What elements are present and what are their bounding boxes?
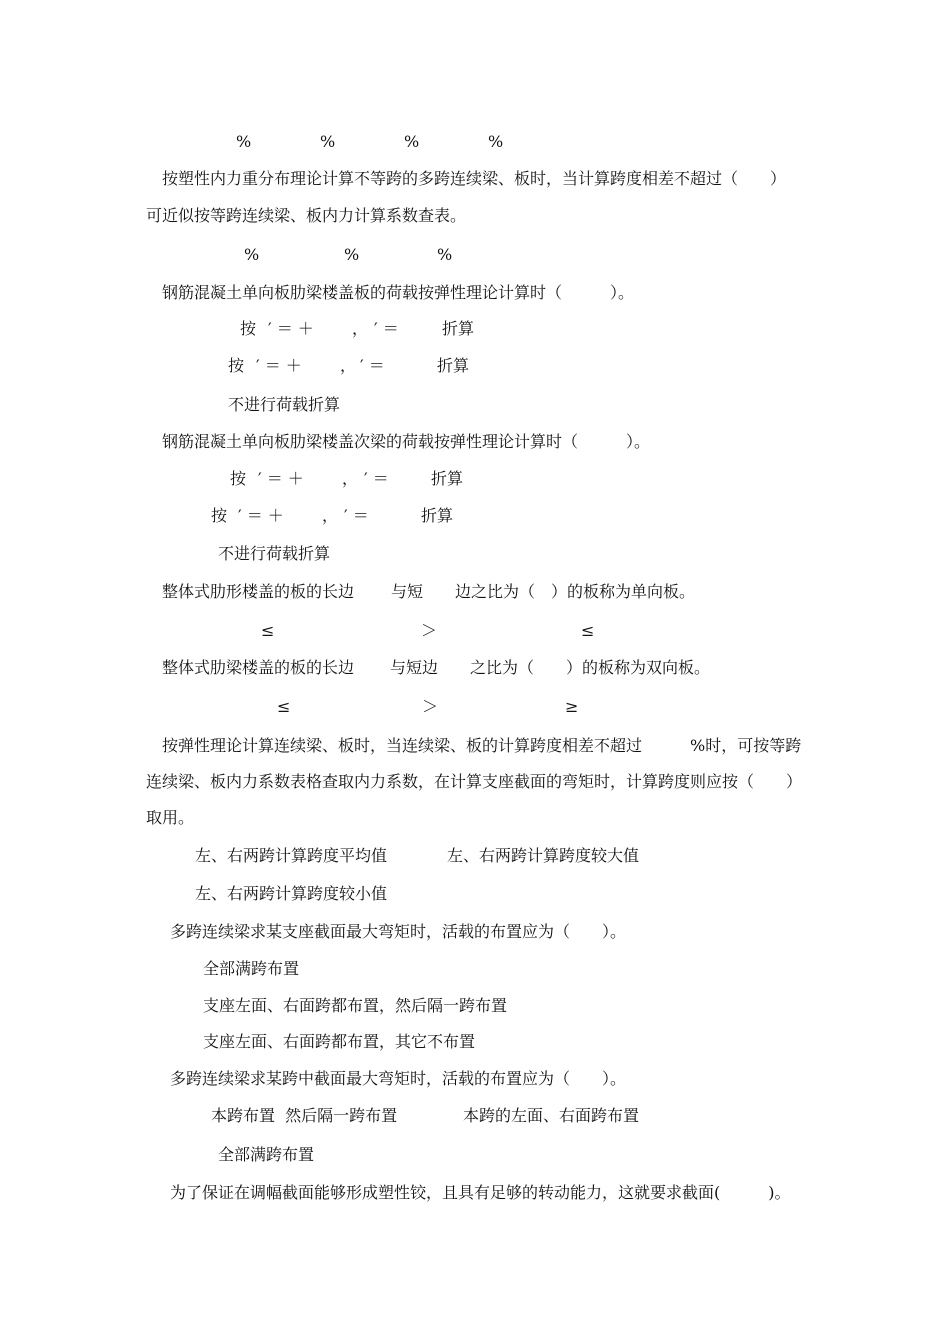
question-text: 钢筋混凝土单向板肋梁楼盖次梁的荷载按弹性理论计算时（ ）。 bbox=[162, 432, 651, 451]
option-percent: % bbox=[404, 132, 420, 151]
option-percent: % bbox=[344, 245, 360, 264]
option-text: 按 bbox=[211, 506, 228, 525]
option-text: ′ ＝ ＋ bbox=[256, 356, 302, 375]
question-text: 与短 bbox=[391, 582, 424, 601]
option-text: 折算 bbox=[421, 506, 454, 525]
question-text: 取用。 bbox=[146, 808, 195, 827]
question-text: 之比为（ ）的板称为双向板。 bbox=[470, 658, 711, 677]
question-text: 多跨连续梁求某跨中截面最大弯矩时，活载的布置应为（ ）。 bbox=[170, 1069, 627, 1088]
option-text: 按 bbox=[230, 469, 247, 488]
option-text: 本跨布置 然后隔一跨布置 bbox=[211, 1106, 398, 1125]
option-text: 不进行荷载折算 bbox=[228, 395, 341, 414]
option-text: ， bbox=[340, 356, 357, 375]
option-percent: % bbox=[488, 132, 504, 151]
option-text: 左、右两跨计算跨度较小值 bbox=[195, 884, 388, 903]
option-symbol: ＞ bbox=[422, 697, 439, 716]
option-text: ， bbox=[352, 319, 369, 338]
question-text: 按塑性内力重分布理论计算不等跨的多跨连续梁、板时，当计算跨度相差不超过（ ） bbox=[162, 169, 787, 188]
option-text: 按 bbox=[240, 319, 257, 338]
option-text: ′ ＝ bbox=[374, 319, 399, 338]
question-text: 可近似按等跨连续梁、板内力计算系数查表。 bbox=[146, 206, 467, 225]
option-text: 按 bbox=[228, 356, 245, 375]
question-text: 连续梁、板内力系数表格查取内力系数，在计算支座截面的弯矩时，计算跨度则应按（ ） bbox=[146, 772, 803, 791]
question-text: 按弹性理论计算连续梁、板时，当连续梁、板的计算跨度相差不超过 bbox=[162, 736, 643, 755]
option-text: ′ ＝ bbox=[364, 469, 389, 488]
option-text: 折算 bbox=[442, 319, 475, 338]
question-text: 为了保证在调幅截面能够形成塑性铰，且具有足够的转动能力，这就要求截面( )。 bbox=[170, 1183, 791, 1202]
question-text: 整体式肋梁楼盖的板的长边 bbox=[162, 658, 355, 677]
option-text: 本跨的左面、右面跨布置 bbox=[463, 1106, 640, 1125]
option-text: 支座左面、右面跨都布置，然后隔一跨布置 bbox=[203, 996, 508, 1015]
option-percent: % bbox=[236, 132, 252, 151]
option-text: 支座左面、右面跨都布置，其它不布置 bbox=[203, 1032, 476, 1051]
question-text: 钢筋混凝土单向板肋梁楼盖板的荷载按弹性理论计算时（ ）。 bbox=[162, 283, 635, 302]
question-text: 边之比为（ ）的板称为单向板。 bbox=[455, 582, 696, 601]
option-text: ， bbox=[342, 469, 359, 488]
option-text: ′ ＝ ＋ bbox=[258, 469, 304, 488]
option-text: 折算 bbox=[431, 469, 464, 488]
option-text: ′ ＝ bbox=[344, 506, 369, 525]
question-text: 整体式肋形楼盖的板的长边 bbox=[162, 582, 355, 601]
option-text: ， bbox=[322, 506, 339, 525]
option-percent: % bbox=[320, 132, 336, 151]
option-percent: % bbox=[244, 245, 260, 264]
option-symbol: ≥ bbox=[565, 697, 579, 716]
option-text: 折算 bbox=[437, 356, 470, 375]
option-symbol: ≤ bbox=[261, 621, 275, 640]
question-text: 多跨连续梁求某支座截面最大弯矩时，活载的布置应为（ ）。 bbox=[170, 922, 627, 941]
option-text: 全部满跨布置 bbox=[218, 1145, 315, 1164]
option-text: 全部满跨布置 bbox=[203, 959, 300, 978]
question-text: %时，可按等跨 bbox=[690, 736, 802, 755]
option-text: ′ ＝ ＋ bbox=[238, 506, 284, 525]
option-text: 不进行荷载折算 bbox=[218, 544, 331, 563]
question-text: 与短边 bbox=[390, 658, 439, 677]
option-percent: % bbox=[437, 245, 453, 264]
option-text: 左、右两跨计算跨度平均值 bbox=[195, 846, 388, 865]
option-symbol: ＞ bbox=[421, 621, 438, 640]
option-symbol: ≤ bbox=[581, 621, 595, 640]
option-symbol: ≤ bbox=[277, 697, 291, 716]
option-text: 左、右两跨计算跨度较大值 bbox=[447, 846, 640, 865]
option-text: ′ ＝ bbox=[360, 356, 385, 375]
option-text: ′ ＝ ＋ bbox=[268, 319, 314, 338]
